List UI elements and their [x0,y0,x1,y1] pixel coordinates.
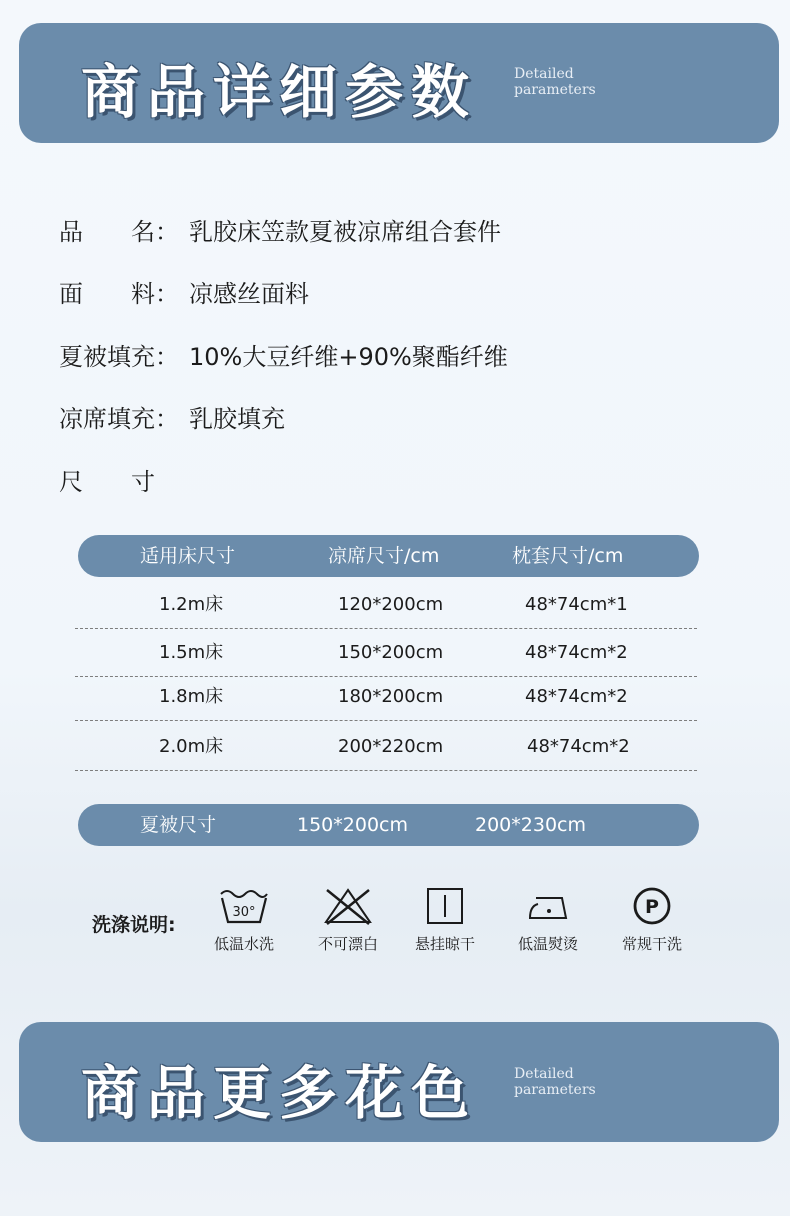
quilt-size-bar [78,804,699,846]
table-cell: 1.8m床 [159,686,224,707]
size-table-header [78,535,699,577]
table-cell: 48*74cm*1 [525,594,628,615]
table-row [75,582,697,629]
table-cell: 48*74cm*2 [525,642,628,663]
spec-row-name [59,212,501,252]
table-cell: 1.5m床 [159,642,224,663]
banner-subtitle [514,66,624,98]
table-row [75,674,697,721]
spec-label: 品 名： [59,218,179,246]
banner-subtitle-line1: Detailed [514,1066,574,1082]
spec-row-size [59,462,189,502]
care-item-low-temp-iron [498,886,598,954]
wash-temp-text: 30° [232,905,256,920]
wash-30-icon [218,886,270,926]
dry-clean-p-icon [626,886,678,926]
banner-subtitle-line2: parameters [514,1082,596,1098]
banner-subtitle-line2: parameters [514,82,596,98]
table-cell: 48*74cm*2 [527,736,630,757]
spec-label: 夏被填充： [59,343,179,371]
quilt-size-value: 200*230cm [475,814,586,836]
care-item-no-bleach [298,886,398,954]
column-header-pillowcase-size: 枕套尺寸/cm [512,545,624,567]
spec-row-quilt-filling [59,337,508,377]
spec-value: 10%大豆纤维+90%聚酯纤维 [189,343,508,371]
care-text: 低温熨烫 [517,935,578,953]
iron-low-icon [522,886,574,926]
care-item-hang-dry [395,886,495,954]
care-text: 悬挂晾干 [414,935,475,953]
no-bleach-icon [322,886,374,926]
column-header-mat-size: 凉席尺寸/cm [328,545,440,567]
table-cell: 120*200cm [338,594,444,615]
column-header-bed-size: 适用床尺寸 [140,545,236,567]
header-banner [19,23,779,143]
table-cell: 200*220cm [338,736,444,757]
care-item-low-temp-wash [194,886,294,954]
care-text: 常规干洗 [621,935,682,953]
spec-row-mat-filling [59,399,285,439]
care-text: 低温水洗 [213,935,274,953]
banner-subtitle-line1: Detailed [514,66,574,82]
spec-value: 凉感丝面料 [189,280,309,308]
spec-label: 面 料： [59,280,179,308]
dry-clean-letter: P [645,896,659,918]
spec-label: 尺 寸 [59,468,155,496]
quilt-size-label: 夏被尺寸 [140,814,217,836]
banner-title: 商品详细参数 [81,58,478,126]
banner-title: 商品更多花色 [81,1059,478,1127]
table-cell: 1.2m床 [159,594,224,615]
spec-label: 凉席填充： [59,405,179,433]
care-item-dry-clean [602,886,702,954]
table-cell: 150*200cm [338,642,444,663]
table-cell: 180*200cm [338,686,444,707]
quilt-size-value: 150*200cm [297,814,408,836]
hang-dry-icon [419,886,471,926]
spec-row-fabric [59,274,309,314]
table-cell: 48*74cm*2 [525,686,628,707]
table-row [75,724,697,771]
spec-value: 乳胶填充 [189,405,285,433]
table-row [75,630,697,677]
banner-subtitle [514,1066,624,1098]
care-label: 洗涤说明: [92,914,176,936]
spec-value: 乳胶床笠款夏被凉席组合套件 [189,218,501,246]
table-cell: 2.0m床 [159,736,224,757]
footer-banner [19,1022,779,1142]
care-text: 不可漂白 [317,935,378,953]
